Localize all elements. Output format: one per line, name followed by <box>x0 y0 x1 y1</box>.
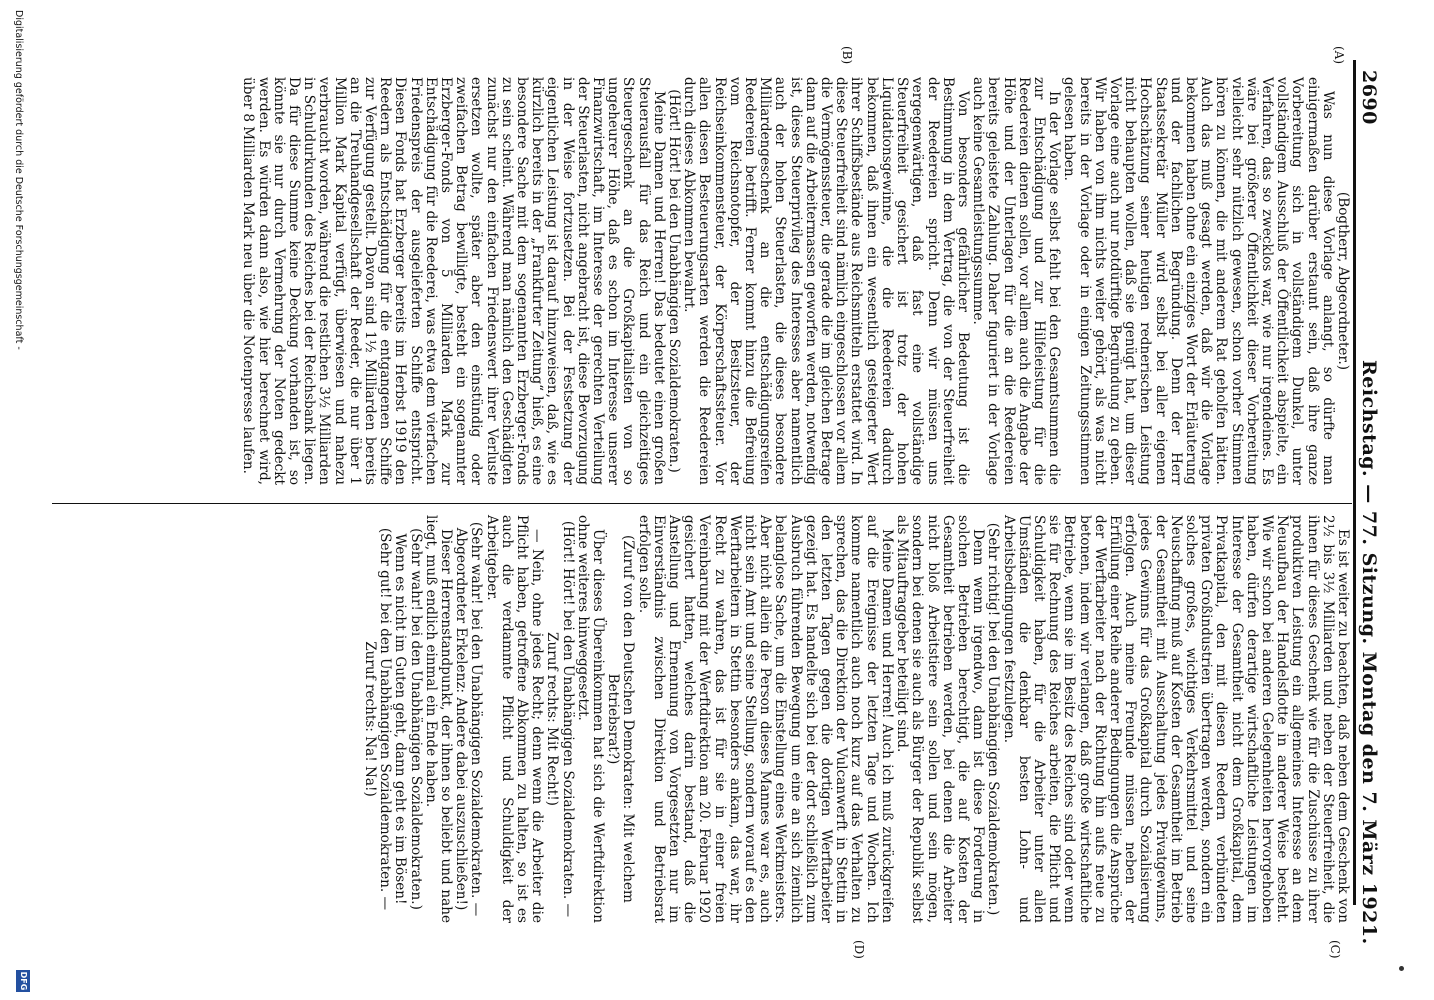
digitization-note: Digitalisierung gefördert durch die Deutsche Forschungsgemeinschaft - <box>13 10 24 350</box>
paragraph: Meine Damen und Herren! Auch ich muß zurückgreifen auf die Ereignisse der letzten Tage und Wochen. Ich komme namentlich auch noch kurz auf das Verhalten zu sprechen, das die Direktion der Vulcanwerft in Stettin in den letzten Tagen gegen die dortigen Werftarbeiter gezeigt hat. Es handelte sich bei der dort schließlich zum Ausbruch führenden Bewegung um eine an sich ziemlich belanglose Sache, um die Einstellung eines Werkmeisters. Aber nicht allein die Person dieses Mannes war es, auch nicht sein Amt und seine Stellung, sondern worauf es den Werftarbeitern in Stettin besonders ankam, das war, ihr Recht zu wahren, das ist für sie in einer freien Vereinbarung mit der Werftdirektion am 20. Februar 1920 gesichert hatten, welches darin bestand, daß die Anstellung und Ernennung von Vorgesetzten nur im Einverständnis zwischen Direktion und Betriebsrat erfolgen solle. <box>635 515 895 923</box>
header-rule <box>1353 60 1356 905</box>
speaker-label: (Bogtherr, Abgeordneter.) <box>1335 191 1351 371</box>
paragraph: — Nein, ohne jedes Recht; denn wenn die Arbeiter die Pflicht haben, getroffene Abkommen zu halten, so ist es auch die verdammte Pflicht und Schuldigkeit der Arbeitgeber. <box>483 515 546 923</box>
page-header <box>1356 0 1380 1000</box>
paragraph: Über dieses Übereinkommen hat sich die Werftdirektion ohne weiteres hinweggesetzt. <box>574 515 607 923</box>
dfg-logo: DFG <box>16 970 30 992</box>
running-head: Reichstag. — 77. Sitzung. Montag den 7. März 1921. <box>1358 360 1380 945</box>
interjection: (Hört! Hört! bei den Unabhängigen Sozialdemokraten. — Zuruf rechts: Mit Recht!) <box>544 520 576 918</box>
column-divider <box>52 503 1352 504</box>
margin-mark-a: (A) <box>1332 46 1346 65</box>
left-column <box>240 77 1350 485</box>
interjection: (Sehr wahr! bei den Unabhängigen Sozialdemokraten.) Wenn es nicht im Guten geht, dann geht es im Bösen! <box>392 528 424 910</box>
margin-mark-d: (D) <box>852 940 866 959</box>
page-number: 2690 <box>1358 70 1380 125</box>
interjection: (Zuruf von den Deutschen Demokraten: Mit welchem Betriebsrat?) <box>605 535 637 903</box>
paragraph: Dieser Herrenstandpunkt, der ihnen so beliebt und nahe liegt, muß endlich einmal ein Ende haben. <box>422 515 455 923</box>
paragraph: In der Vorlage selbst fehlt bei den Gesamtsummen die zur Entschädigung und zur Hilfeleistung für die Reedereien dienen sollen, vor allem auch die Angabe der Höhe und der Unterlagen für die an die Reedereien bereits geleistete Zahlung. Daher figuriert in der Vorlage auch keine Gesamtleistungssumme. <box>970 77 1063 485</box>
paragraph: Es ist weiter zu beachten, daß neben dem Geschenk von 2½ bis 3½ Milliarden und neben der Steuerfreiheit, die ihnen für dieses Geschenk wie für die Zuschüsse zu ihrer produktiven Leistung ein allgemeines Interesse an dem Neuaufbau der Handelsflotte in anderer Weise besteht. Wie wir schon bei anderen Gelegenheiten hervorgehoben haben, dürfen derartige wirtschaftliche Leistungen im Interesse der Gesamtheit nicht dem Großkapital, dem Privatkapital, den mit diesen Reedern verbündeten privaten Großindustrien übertragen werden, sondern ein solches großes, wichtiges Verkehrsmittel und seine Neuschaffung muß auf Kosten der Gesamtheit im Betrieb der Gesamtheit mit Ausschaltung jedes Privatgewinns, jedes Gewinns für das Großkapital durch Sozialisierung erfolgen. Auch meine Freunde müssen neben der Erfüllung einer Reihe anderer Bedingungen die Ansprüche der Werftarbeiter nach der Richtung hin aufs neue zu betonen, indem wir verlangen, daß große wirtschaftliche Betriebe, wenn sie im Besitz des Reiches sind oder wenn sie für Rechnung des Reiches arbeiten, die Pflicht und Schuldigkeit haben, für die Arbeiter unter allen Umständen die denkbar besten Lohn- und Arbeitsbedingungen festzulegen. <box>1000 515 1351 923</box>
ink-spot <box>1399 966 1404 971</box>
margin-mark-c: (C) <box>1328 940 1342 959</box>
interjection: (Hört! Hört! bei den Unabhängigen Sozialdemokraten.) <box>666 89 683 473</box>
right-column <box>362 515 1350 923</box>
paragraph: Von besonders gefährlicher Bedeutung ist die Bestimmung in dem Vertrag, die von der Steuerfreiheit der Reedereien spricht. Denn wir müssen uns vergegenwärtigen, daß fast eine vollständige Steuerfreiheit gesichert ist trotz der hohen Liquidationsgewinne, die die Reedereien dadurch bekommen, daß ihnen ein wesentlich gesteigerter Wert ihrer Schiffsbestände aus Reichsmitteln erstattet wird. In diese Steuerfreiheit sind nämlich eingeschlossen vor allem die Vermögenssteuer, die gerade die im gleichen Betrage dann auf die Arbeitermassen geworfen werden, notwendig ist, dieses Steuerprivileg des Interesses aber namentlich auch der hohen Steuerlasten, die dieses besondere Milliardengeschenk an die entschädigungsreifen Reedereien betrifft. Ferner kommt hinzu die Befreiung vom Reichsnotopfer, der Besitzsteuer, der Reichseinkommensteuer, der Körperschaftssteuer. Vor allen diesen Besteuerungsarten werden die Reedereien durch dieses Abkommen bewahrt. <box>681 77 971 485</box>
interjection: (Sehr wahr! bei den Unabhängigen Sozialdemokraten. — Abgeordneter Erkelenz: Andere dabei auszuschließen!) <box>453 521 485 917</box>
paragraph: Meine Damen und Herren! Das bedeutet einen großen Steuerausfall für das Reich und ein gleichzeitiges Steuergeschenk an die Großkapitalisten von so ungeheurer Höhe, daß es schon im Interesse unserer Finanzwirtschaft, im Interesse der gerechten Verteilung der Steuerlasten, nicht angebracht ist, diese Bevorzugung in der Weise fortzusetzen. Bei der Festsetzung der eigentlichen Leistung ist darauf hinzuweisen, daß, wie es kürzlich bereits in der „Frankfurter Zeitung“ hieß, es eine besondere Sache mit dem sogenannten Erzberger-Fonds zu sein scheint. Während man nämlich den Geschädigten zunächst nur den einfachen Friedenswert ihrer Verluste ersetzen wollte, später aber den einstündig oder zweifachen Betrag bewilligte, besteht ein sogenannter Erzberger-Fonds von 5 Milliarden Mark zur Entschädigung für die Reederei, was etwa dem vierfachen Friedenspreis der ausgelieferten Schiffe entspricht. Diesen Fonds hat Erzberger bereits im Herbst 1919 den Reedern als Entschädigung für die entgangenen Schiffe zur Verfügung gestellt. Davon sind 1½ Milliarden bereits an die Treuhandgesellschaft der Reeder, die nur über 1 Million Mark Kapital verfügt, überwiesen und nahezu verbraucht worden, während die restlichen 3½ Milliarden in Schuldurkunden des Reiches bei der Reichsbank liegen. Da für diese Summe keine Deckung vorhanden ist, so könnte sie nur durch Vermehrung der Noten gedeckt werden. Es würden dann also, wie hier berechnet wird, über 8 Milliarden Mark neu über die Notenpresse laufen. <box>240 77 667 485</box>
margin-mark-b: (B) <box>840 46 854 65</box>
interjection: (Sehr gut! bei den Unabhängigen Sozialdemokraten. — Zuruf rechts: Na! Na!) <box>362 527 394 911</box>
paragraph: Was nun diese Vorlage anlangt, so dürfte man einigermaßen darüber erstaunt sein, daß ihre ganze Vorbereitung sich in vollständigem Dunkel, unter vollständigem Ausschluß der Öffentlichkeit abspielte, ein Verfahren, das so zwecklos war, wie nur irgendeines. Es wäre bei größerer Öffentlichkeit dieser Vorbereitung vielleicht sehr nützlich gewesen, schon vorher Stimmen hören zu können, die mit anderem Rat geholfen hätten. Auch das muß gesagt werden, daß wir die Vorlage bekommen haben ohne ein einziges Wort der Erläuterung und der fachlichen Begründung. Denn der Herr Staatssekretär Müller wird selbst bei aller eigenen Hochschätzung seiner heutigen rednerischen Leistung nicht behaupten wollen, daß sie genügt hat, um dieser Vorlage eine auch nur notdürftige Begründung zu geben. Wir haben von ihm nichts weiter gehört, als was nicht bereits in der Vorlage oder in einigen Zeitungsstimmen gelesen haben. <box>1061 77 1336 485</box>
paragraph: Denn wenn irgendwo, dann ist diese Forderung in solchen Betrieben berechtigt, die auf Kosten der Gesamtheit betrieben werden, bei denen die Arbeiter nicht bloß Arbeitstiere sein sollen und sein mögen, sondern bei denen sie auch als Bürger der Republik selbst als Mitauftraggeber beteiligt sind. <box>894 515 987 923</box>
interjection: (Sehr richtig! bei den Unabhängigen Sozialdemokraten.) <box>985 522 1002 916</box>
